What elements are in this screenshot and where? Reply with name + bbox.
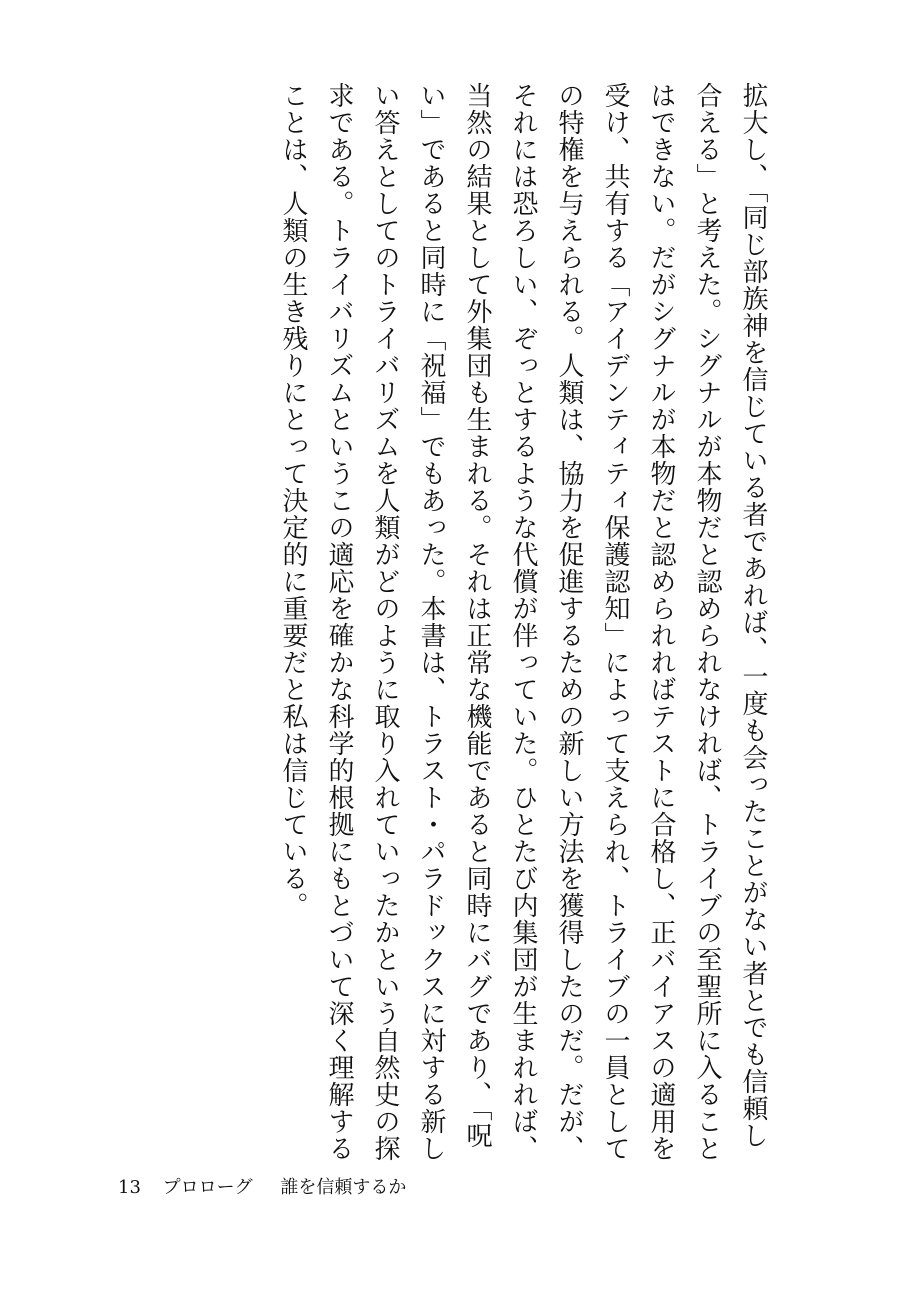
chapter-label: プロローグ (162, 1177, 253, 1198)
book-page-body (106, 82, 776, 1162)
page-number: 13 (118, 1177, 141, 1198)
section-break-asterisks (0, 134, 270, 1110)
chapter-title: 誰を信頼するか (280, 1177, 407, 1198)
paragraph-tribe-signal: 拡大し、「同じ部族神を信じている者であれば、一度も会ったことがない者とでも信頼し合える」と考えた。シグナルが本物だと認められなければ、トライブの至聖所に入ることはできない。だがシグナルが本物だと認められればテストに合格し、正バイアスの適用を受け、共有する「アイデンティティ保護認知」によって支えられ、トライブの一員としての特権を与えられる。人類は、協力を促進するための新しい方法を獲得したのだ。だが、それには恐ろしい、ぞっとするような代償が伴っていた。ひとたび内集団が生まれれば、当然の結果として外集団も生まれる。それは正常な機能であると同時にバグであり、「呪い」であると同時に「祝福」でもあった。本書は、トラスト・パラドックスに対する新しい答えとしてのトライバリズムを人類がどのように取り入れていったかという自然史の探求である。トライバリズムというこの適応を確かな科学的根拠にもとづいて深く理解することは、人類の生き残りにとって決定的に重要だと私は信じている。 (278, 82, 768, 1162)
running-footer (118, 1173, 406, 1199)
